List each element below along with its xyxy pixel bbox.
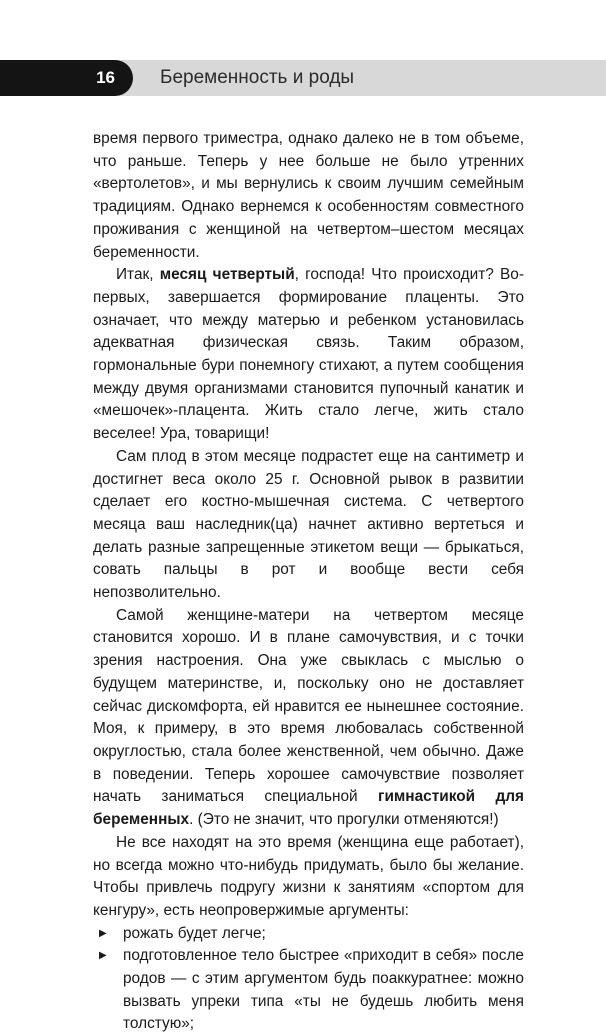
list-item <box>93 945 524 1036</box>
paragraph-fetus: Сам плод в этом месяце подрастет еще на сантиметр и достигнет веса около 25 г. Основной рывок в развитии сделает его костно-мышечная система. С четвертого месяца ваш наследник(ца) начнет активно вертеться и делать разные запрещенные этикетом вещи — брыкаться, совать пальцы в рот и вообще вести себя непозволительно. <box>93 447 524 602</box>
paragraph-mother <box>93 605 524 832</box>
paragraph-text: Самой женщине-матери на четвертом месяце становится хорошо. И в плане самочувствия, и с точки зрения настроения. Она уже свыклась с мыслью о будущем материнстве, и, поскольку оно не доставляет сейчас дискомфорта, ей нравится ее нынешнее состояние. Моя, к примеру, в это время любовалась собственной округлостью, стала более женственной, чем обычно. Даже в поведении. Теперь хорошее самочувствие позволяет начать заниматься специальной <box>93 606 524 806</box>
page-header <box>0 60 606 96</box>
page-number: 16 <box>0 60 133 96</box>
bullet-arrow-icon: ▶ <box>99 927 107 939</box>
body-text <box>93 128 524 1036</box>
paragraph-continuation: время первого триместра, однако далеко не в том объеме, что раньше. Теперь у нее больше не было утренних «вертолетов», и мы вернулись к своим лучшим семейным традициям. Однако вернемся к особенностям совместного проживания с женщиной на четвертом–шестом месяцах беременности. <box>93 130 524 261</box>
arguments-list <box>93 923 524 1036</box>
paragraph-text: . (Это не значит, что прогулки отменяются!) <box>189 811 499 829</box>
list-item-text: рожать будет легче; <box>123 924 266 942</box>
paragraph-text: , господа! Что происходит? Во-первых, завершается формирование плаценты. Это означает, что между матерью и ребенком установилась адекватная физическая связь. Таким образом, гормональные бури понемногу стихают, а путем сообщения между двумя организмами становится пупочный канатик и «мешочек»-плацента. Жить стало легче, жить стало веселее! Ура, товарищи! <box>93 266 524 443</box>
emphasis-month-four: месяц четвертый <box>159 266 295 284</box>
paragraph-arguments: Не все находят на это время (женщина еще работает), но всегда можно что-нибудь придумать, было бы желание. Чтобы привлечь подругу жизни к занятиям «спортом для кенгуру», есть неопровержимые аргументы: <box>93 833 524 919</box>
list-item <box>93 923 524 946</box>
emphasis-gymnastics: гимнастикой для беременных <box>93 788 524 829</box>
list-item-text: подготовленное тело быстрее «приходит в себя» после родов — с этим аргументом будь поаккуратнее: можно вызвать упреки типа «ты не будешь любить меня толстую»; <box>123 947 524 1033</box>
running-title: Беременность и роды <box>160 67 355 88</box>
bullet-arrow-icon: ▶ <box>99 950 107 962</box>
paragraph-text: Итак, <box>116 266 160 284</box>
paragraph-month-four <box>93 264 524 446</box>
